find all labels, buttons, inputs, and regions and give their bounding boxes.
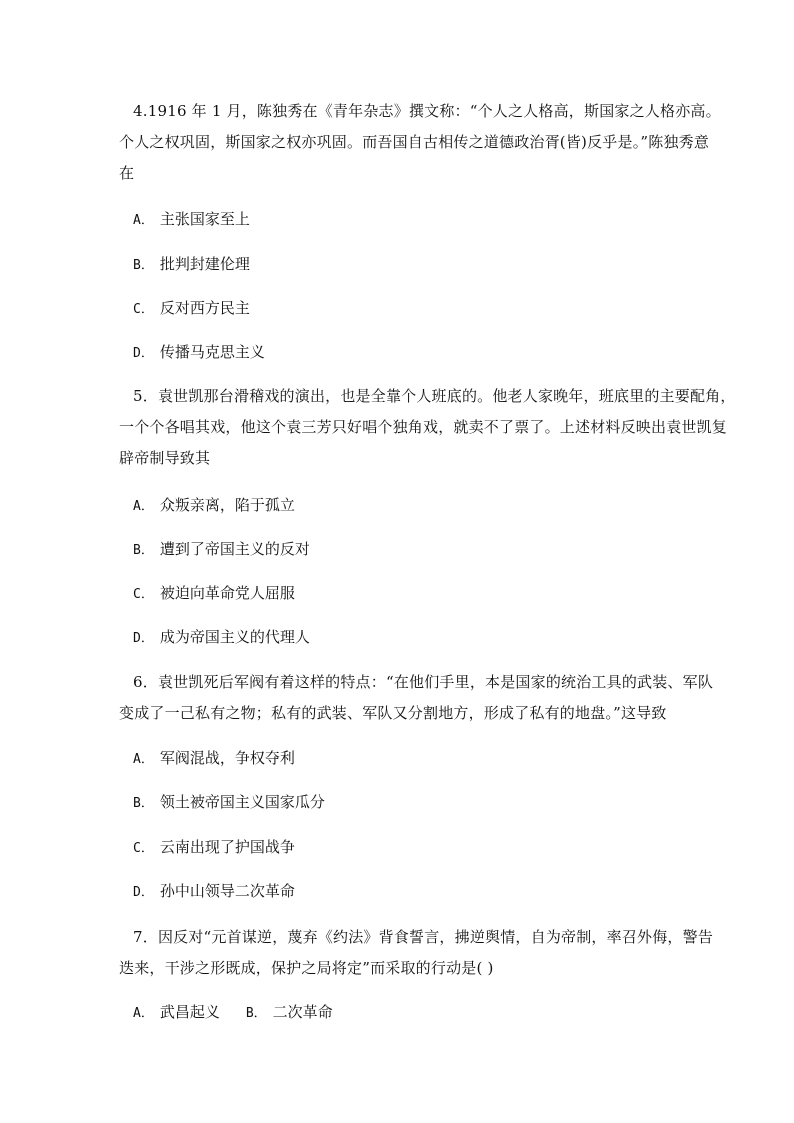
question-4-option-a	[133, 209, 250, 231]
question-7-options	[133, 1002, 333, 1024]
option-letter: A．	[133, 499, 154, 514]
option-letter: B．	[133, 543, 154, 558]
question-4-option-d	[133, 342, 265, 364]
stem-line: 个人之权巩固，斯国家之权亦巩固。而吾国自古相传之道德政治胥(皆)反乎是。”陈独秀意	[119, 133, 710, 151]
question-6-stem	[119, 667, 714, 729]
stem-line: 辟帝制导致其	[119, 449, 211, 467]
option-letter: B．	[245, 1006, 267, 1021]
option-letter: C．	[133, 302, 154, 317]
question-4-stem	[119, 96, 721, 189]
stem-line: 6．袁世凯死后军阀有着这样的特点：“在他们手里，本是国家的统治工具的武装、军队	[133, 673, 714, 691]
option-letter: A．	[133, 213, 154, 228]
question-7-stem	[119, 922, 714, 984]
option-text: 遭到了帝国主义的反对	[159, 540, 310, 558]
question-6-option-b	[133, 792, 325, 814]
question-4-option-c	[133, 298, 250, 320]
stem-line: 迭来，干涉之形既成，保护之局将定”而采取的行动是( )	[119, 959, 494, 977]
option-text: 领土被帝国主义国家瓜分	[159, 793, 325, 811]
option-letter: A．	[133, 752, 154, 767]
option-text: 军阀混战，争权夺利	[159, 749, 295, 767]
stem-line: 一个个各唱其戏，他这个袁三芳只好唱个独角戏，就卖不了票了。上述材料反映出袁世凯复	[119, 418, 728, 436]
question-5-option-c	[133, 583, 295, 605]
option-text: 主张国家至上	[159, 210, 250, 228]
stem-line: 变成了一己私有之物；私有的武装、军队又分割地方，形成了私有的地盘。”这导致	[119, 704, 667, 722]
stem-line: 7．因反对“元首谋逆，蔑弃《约法》背食誓言，拂逆舆情，自为帝制，率召外侮，警告	[133, 928, 714, 946]
question-6-option-c	[133, 837, 295, 859]
question-5-option-b	[133, 539, 310, 561]
option-letter: A．	[133, 1006, 154, 1021]
stem-line: 5．袁世凯那台滑稽戏的演出，也是全靠个人班底的。他老人家晚年，班底里的主要配角，	[133, 387, 736, 405]
question-5-option-a	[133, 495, 295, 517]
stem-line: 4.1916 年 1 月，陈独秀在《青年杂志》撰文称：“个人之人格高，斯国家之人格亦高。	[133, 102, 721, 120]
question-5-option-d	[133, 627, 310, 649]
option-text: 传播马克思主义	[159, 343, 265, 361]
question-5-stem	[119, 381, 736, 474]
question-4-option-b	[133, 254, 250, 276]
option-text: 被迫向革命党人屈服	[159, 584, 295, 602]
stem-line: 在	[119, 164, 135, 182]
option-letter: C．	[133, 841, 154, 856]
option-letter: C．	[133, 587, 154, 602]
option-text: 武昌起义	[159, 1003, 220, 1021]
option-text: 众叛亲离，陷于孤立	[159, 496, 295, 514]
option-text: 成为帝国主义的代理人	[159, 628, 310, 646]
option-letter: D．	[133, 346, 154, 361]
option-text: 批判封建伦理	[159, 255, 250, 273]
option-letter: B．	[133, 258, 154, 273]
option-text: 二次革命	[272, 1003, 333, 1021]
option-letter: D．	[133, 631, 154, 646]
option-letter: D．	[133, 885, 154, 900]
question-6-option-d	[133, 881, 295, 903]
option-text: 云南出现了护国战争	[159, 838, 295, 856]
question-6-option-a	[133, 748, 295, 770]
option-text: 反对西方民主	[159, 299, 250, 317]
option-text: 孙中山领导二次革命	[159, 882, 295, 900]
option-letter: B．	[133, 796, 154, 811]
